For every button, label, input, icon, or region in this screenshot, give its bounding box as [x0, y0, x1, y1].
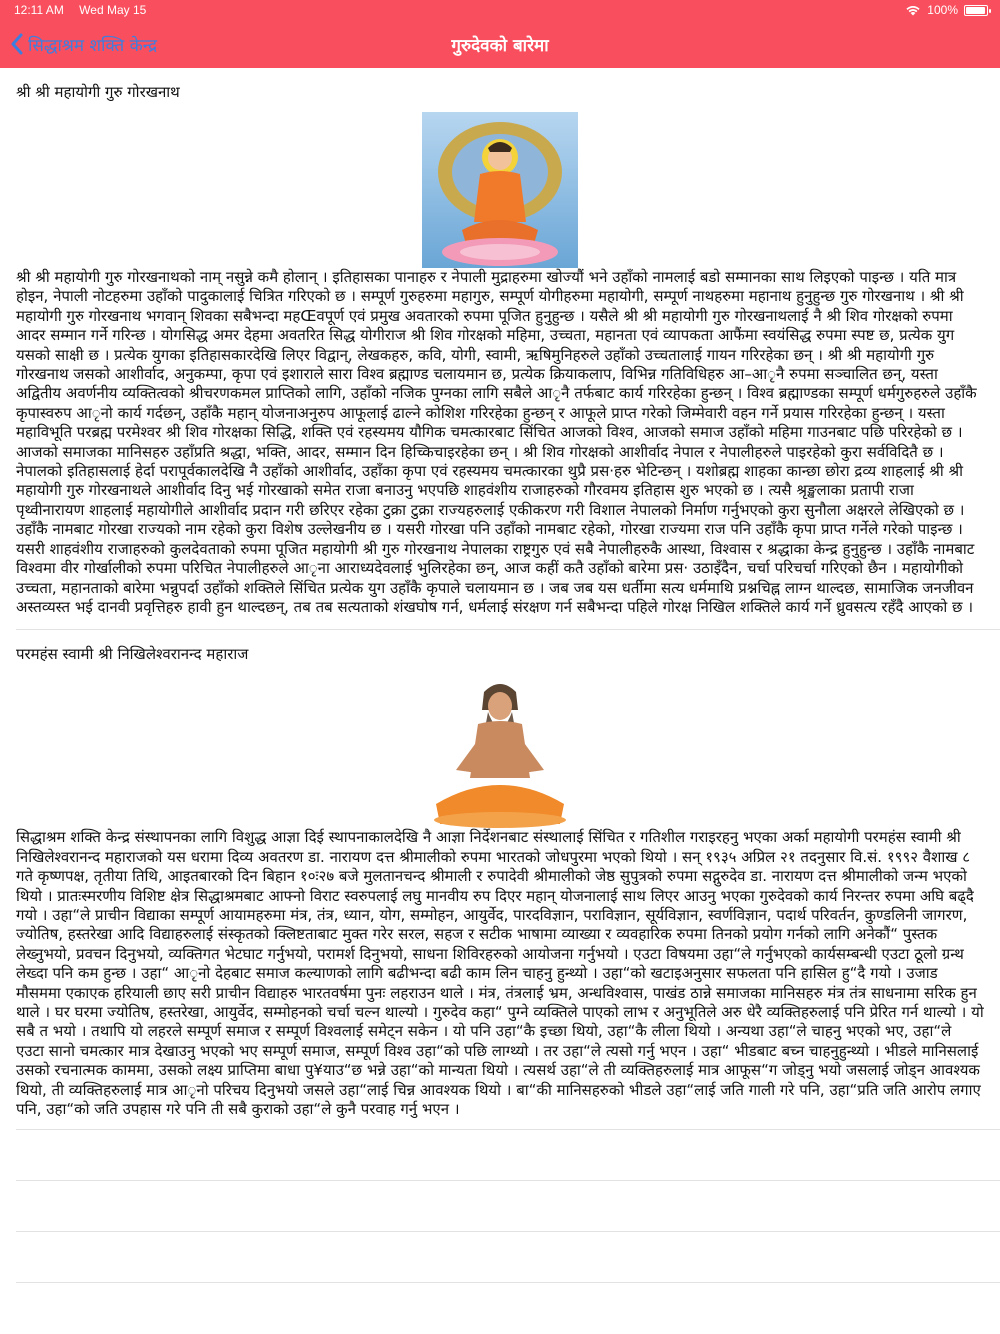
list-item	[0, 644, 1000, 1119]
saint-portrait-icon	[426, 674, 574, 828]
empty-list-row	[16, 1181, 1000, 1232]
battery-percent: 100%	[927, 3, 958, 17]
deity-portrait-icon	[422, 112, 578, 268]
section-body: श्री श्री महायोगी गुरु गोरखनाथको नाम् नसुन्ने कमै होलान् । इतिहासका पानाहरु र नेपाली मुद्राहरुमा खोज्यौं भने उहाँको नामलाई बडो सम्मानका साथ लिइएको पाइन्छ । यति मात्र होइन, नेपाली नोटहरुमा उहाँको पादुकालाई चित्रित गरिएको छ । सम्पूर्ण गुरुहरुमा महागुरु, सम्पूर्ण योगीहरुमा महायोगी, सम्पूर्ण नाथहरुमा महानाथ हुनुहुन्छ गुरु गोरखनाथ । श्री श्री महायोगी गुरु गोरखनाथ भगवान् शिवका सबैभन्दा महŒवपूर्ण एवं प्रमुख अवतारको रुपमा पूजित हुनुहुन्छ । यसैले श्री श्री महायोगी गुरु गोरखनाथलाई नै श्री शिव गोरक्षको रुपमा आदर सम्मान गर्ने गरिन्छ । योगसिद्ध अमर देहमा अवतरित सिद्ध योगीराज श्री शिव गोरक्षको महिमा, उच्चता, महानता एवं व्यापकता आफैंमा स्वयंसिद्ध रुपमा स्पष्ट छ, प्रत्येक युग यसको साक्षी छ । प्रत्येक युगका इतिहासकारदेखि लिएर विद्वान्, लेखकहरु, कवि, योगी, स्वामी, ऋषिमुनिहरुले उहाँको उच्चतालाई गायन गरिरहेका छन् । श्री श्री महायोगी गुरु गोरखनाथ जसको आशीर्वाद, अनुकम्पा, कृपा एवं इशाराले सारा विश्व ब्रह्माण्ड चलायमान छ, प्रत्येक क्रियाकलाप, विभिन्न गतिविधिहरु आ–आ​ृनै रुपमा सञ्चालित छन्, यस्ता अद्वितीय अवर्णनीय व्यक्तित्वको श्रीचरणकमल प्राप्तिको लागि, उहाँको नजिक पुग्नका लागि सबैले आ​ृनै तर्फबाट कार्य गरिरहेका हुन्छन् । विश्व ब्रह्माण्डका सम्पूर्ण धर्मगुरुहरुले उहाँकै कृपास्वरुप आ​ृनो कार्य गर्दछन्, उहाँकै महान् योजनाअनुरुप आफूलाई ढाल्ने कोशिश गरिरहेका हुन्छन् र आफूले प्राप्त गरेको जिम्मेवारी वहन गर्ने प्रयास गरिरहेका हुन्छन् । यस्ता महाविभूति परब्रह्म परमेश्वर श्री शिव गोरक्षका सिद्धि, शक्ति एवं रहस्यमय यौगिक चमत्कारबाट सिंचित आजको विश्व, आजको समाज उहाँको महिमा गाउनबाट पछि परिरहेको छ । आजको समाजका मानिसहरु उहाँप्रति श्रद्धा, भक्ति, आदर, सम्मान दिन हिच्किचाइरहेका छन् । श्री शिव गोरक्षको आशीर्वाद नेपाल र नेपालीहरुले पाइरहेको कुरा सर्वविदितै छ । नेपालको इतिहासलाई हेर्दा परापूर्वकालदेखि नै उहाँको आशीर्वाद, उहाँका कृपा एवं रहस्यमय चमत्कारका थुप्रै प्रस·हरु भेटिन्छन् । यशोब्रह्म शाहका कान्छा छोरा द्रव्य शाहलाई श्री श्री महायोगी गुरु गोरखनाथले आशीर्वाद दिनु भई गोरखाको समेत राजा बनाउनु भएपछि शाहवंशीय राजाहरुको गौरवमय इतिहास शुरु भएको छ । त्यसै श्रृङ्खलाका प्रतापी राजा पृथ्वीनारायण शाहलाई महायोगीले आशीर्वाद प्रदान गरी छरिएर रहेका टुक्रा टुक्रा राज्यहरुलाई एकीकरण गरी विशाल नेपालको निर्माण गर्नुभएको कुरा सुनौला अक्षरले लेखिएको छ । उहाँकै नामबाट गोरखा राज्यको नाम रहेको कुरा विशेष उल्लेखनीय छ । यसरी गोरखा पनि उहाँको नामबाट रहेको, गोरखा राज्यमा राज पनि उहाँकै कृपा प्राप्त गर्नेले गरेको पाइन्छ । यसरी शाहवंशीय राजाहरुको कुलदेवताको रुपमा पूजित महायोगी श्री गुरु गोरखनाथ नेपालका राष्ट्रगुरु एवं सबै नेपालीहरुकै आस्था, विश्वास र श्रद्धाका केन्द्र हुनुहुन्छ । उहाँकै नामबाट विश्वमा वीर गोर्खालीको रुपमा परिचित नेपालीहरुले आ​ृना आराध्यदेवलाई भुलिरहेका छन्, आज कहीं कतै उहाँको बारेमा प्रस· उठाइँदैन, चर्चा परिचर्चा गरिएको छैन । महायोगीको उच्चता, महानताको बारेमा भन्नुपर्दा उहाँको शक्तिले सिंचित प्रत्येक युग उहाँकै कृपाले चलायमान छ । जब जब यस धर्तीमा सत्य धर्ममाथि प्रश्नचिह्न लाग्न थाल्दछ, सामाजिक जनजीवन अस्तव्यस्त भई दानवी प्रवृत्तिहरु हावी हुन थाल्दछन्, तब तब सत्यताको शंखघोष गर्न, धर्मलाई संरक्षण गर्न सबैभन्दा पहिले गोरक्ष निखिल शक्तिले कार्य गर्ने ध्रुवसत्य रहँदै आएको छ ।	[16, 268, 977, 616]
section-body: सिद्धाश्रम शक्ति केन्द्र संस्थापनका लागि विशुद्ध आज्ञा दिई स्थापनाकालदेखि नै आज्ञा निर्देशनबाट संस्थालाई सिंचित र गतिशील गराइरहनु भएका अर्का महायोगी परमहंस स्वामी श्री निखिलेश्वरानन्द महाराजको यस धरामा दिव्य अवतरण डा. नारायण दत्त श्रीमालीको रुपमा भारतको जोधपुरमा भएको थियो । सन् १९३५ अप्रिल २१ तदनुसार वि.सं. १९९२ वैशाख ८ गते कृष्णपक्ष, तृतीया तिथि, आइतबारको दिन बिहान १०ः२७ बजे मुलतानचन्द श्रीमाली र रुपादेवी श्रीमालीको जेष्ठ सुपुत्रको रुपमा सद्गुरुदेव डा. नारायण दत्त श्रीमालीको जन्म भएको थियो । प्रातःस्मरणीय विशिष्ट क्षेत्र सिद्धाश्रमबाट आफ्नो विराट स्वरुपलाई लघु मानवीय रुप दिएर महान् योजनालाई साथ लिएर आउनु भएका गुरुदेवको कार्य निरन्तर रुपमा अघि बढ्दै गयो । उहा“ले प्राचीन विद्याका सम्पूर्ण आयामहरुमा मंत्र, तंत्र, ध्यान, योग, सम्मोहन, आयुर्वेद, पारदविज्ञान, पराविज्ञान, सूर्यविज्ञान, स्वर्णविज्ञान, पदार्थ परिवर्तन, कुण्डलिनी जागरण, ज्योतिष, हस्तरेखा आदि विद्याहरुलाई संस्कृतको क्लिष्टताबाट मुक्त गरेर सरल, सहज र सटीक भाषामा व्याख्या र व्यवहारिक रुपमा तिनको प्रयोग गर्नको लागि अनेकौं“ पुस्तक लेख्नुभयो, प्रवचन दिनुभयो, व्यक्तिगत भेटघाट गर्नुभयो, परामर्श दिनुभयो, साधना शिविरहरुको आयोजना गर्नुभयो । एउटा विषयमा उहा“ले गर्नुभएको कार्यसम्बन्धी एउटा ठूलो ग्रन्थ लेख्दा पनि कम हुन्छ । उहा“ आ​ृनो देहबाट समाज कल्याणको लागि बढीभन्दा बढी काम लिन चाहनु हुन्थ्यो । उहा“को खटाइअनुसार सफलता पनि हासिल हु“दै गयो । उजाड मौसममा एकाएक हरियाली छाए सरी प्राचीन विद्याहरु भारतवर्षमा पुनः लहराउन थाले । मंत्र, तंत्रलाई भ्रम, अन्धविश्वास, पाखंड ठान्ने समाजका मानिसहरु मंत्र तंत्र साधनामा सरिक हुन थाले । घर घरमा ज्योतिष, हस्तरेखा, आयुर्वेद, सम्मोहनको चर्चा चल्न थाल्यो । गुरुदेव कहा“ पुग्ने व्यक्तिले पाएको लाभ र अनुभूतिले अरु धेरै व्यक्तिहरुलाई पनि प्रेरित गर्न थाल्यो । यो सबै त भयो । तथापि यो लहरले सम्पूर्ण समाज र सम्पूर्ण विश्वलाई समेट्न सकेन । यो पनि उहा“कै इच्छा थियो, उहा“कै लीला थियो । अन्यथा उहा“ले चाहनु भएको भए, उहा“ले एउटा सानो चमत्कार मात्र देखाउनु भएको भए सम्पूर्ण समाज, सम्पूर्ण विश्व उहा“को पछि लाग्थ्यो । तर उहा“ले त्यसो गर्नु भएन । उहा“ भीडबाट बच्न चाहनुहुन्थ्यो । भीडले मानिसलाई उसको रचनात्मक काममा, उसको लक्ष्य प्राप्तिमा बाधा पु¥याउ“छ भन्ने उहा“को मान्यता थियो । त्यसर्थ उहा“ले ती व्यक्तिहरुलाई मात्र आफूस“ग जोड्नु भयो जसलाई जोड्न आवश्यक थियो, ती व्यक्तिहरुलाई मात्र आ​ृनो परिचय दिनुभयो जसले उहा“लाई चिन्न आवश्यक थियो । बा“की मानिसहरुको भीडले उहा“लाई जति गाली गरे पनि, उहा“प्रति जति आरोप लगाए पनि, उहा“को जति उपहास गरे पनि ती सबै कुराको उहा“ले कुनै परवाह गर्नु भएन ।	[16, 828, 984, 1118]
empty-list-row	[16, 1232, 1000, 1283]
navigation-bar	[0, 20, 1000, 68]
empty-list-row	[16, 1130, 1000, 1181]
wifi-icon	[905, 5, 921, 16]
divider	[16, 629, 1000, 630]
gorakhnath-image	[16, 112, 984, 268]
status-right	[905, 3, 988, 17]
section-title: परमहंस स्वामी श्री निखिलेश्वरानन्द महाराज	[16, 645, 249, 664]
status-left	[14, 3, 158, 17]
status-bar	[0, 0, 1000, 20]
nikhileshwaranand-image	[16, 674, 984, 828]
content-list[interactable]	[0, 68, 1000, 1283]
back-button-label: सिद्धाश्रम शक्ति केन्द्र	[28, 35, 157, 56]
section-title: श्री श्री महायोगी गुरु गोरखनाथ	[16, 83, 180, 101]
status-date: Wed May 15	[79, 3, 147, 17]
list-item	[0, 82, 1000, 617]
page-title: गुरुदेवको बारेमा	[451, 36, 549, 56]
battery-icon	[964, 5, 988, 16]
status-time: 12:11 AM	[14, 3, 64, 17]
